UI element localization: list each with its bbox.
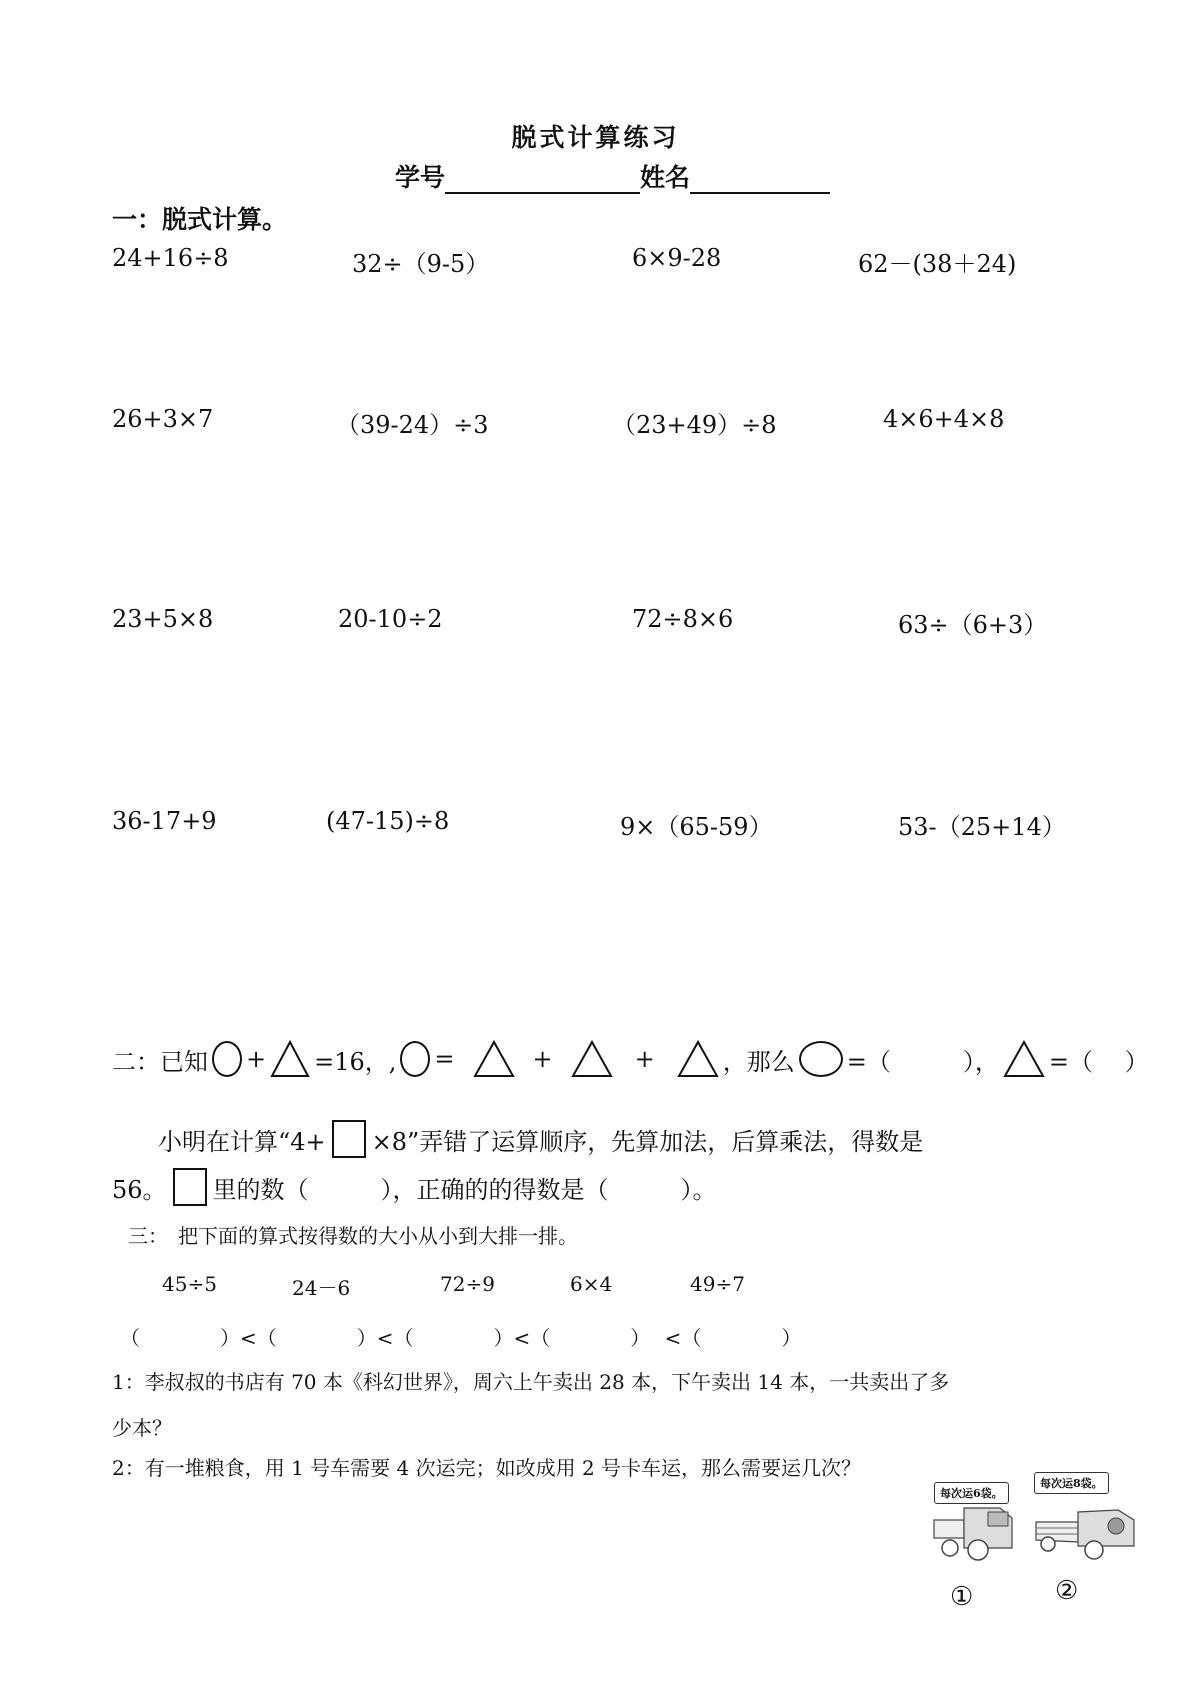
expression: 9×（65-59）	[620, 813, 773, 841]
triangle-icon	[1003, 1040, 1045, 1078]
expression: 23+5×8	[112, 605, 214, 633]
expression: 26+3×7	[112, 405, 214, 433]
expression: 72÷8×6	[632, 605, 734, 633]
then-text: ，那么	[722, 1047, 795, 1076]
equals-sign: =	[434, 1045, 455, 1073]
page-title: 脱式计算练习	[511, 123, 680, 152]
truck-2-bubble: 每次运8袋。	[1034, 1472, 1109, 1494]
sort-expression: 49÷7	[690, 1272, 745, 1296]
square-box-icon	[332, 1120, 366, 1158]
truck-1-bubble: 每次运6袋。	[934, 1482, 1009, 1504]
triangle-icon	[571, 1040, 613, 1078]
problem-2: 2：有一堆粮食，用 1 号车需要 4 次运完；如改成用 2 号卡车运，那么需要运几次？	[112, 1456, 862, 1480]
section3-heading: 三： 把下面的算式按得数的大小从小到大排一排。	[128, 1224, 578, 1248]
plus-sign: +	[532, 1045, 553, 1073]
problem-1-line-2: 少本？	[112, 1416, 172, 1440]
expression: 24+16÷8	[112, 244, 229, 272]
triangle-icon	[677, 1040, 719, 1078]
section1-heading: 一：脱式计算。	[112, 205, 288, 234]
section2-prefix: 二：已知	[112, 1047, 208, 1076]
problem-1-line-1: 1：李叔叔的书店有 70 本《科幻世界》，周六上午卖出 28 本，下午卖出 14 本，一共卖出了多	[112, 1370, 950, 1394]
sort-expression: 6×4	[570, 1272, 613, 1296]
expression: 32÷（9-5）	[352, 250, 490, 278]
student-id-label: 学号	[395, 163, 446, 192]
equals-16: =16，,	[314, 1047, 397, 1076]
triangle-icon	[270, 1040, 310, 1078]
expression: （23+49）÷8	[612, 411, 777, 439]
square-box-icon	[173, 1168, 207, 1206]
expression: 53-（25+14）	[898, 813, 1066, 841]
name-blank[interactable]	[690, 168, 830, 194]
name-label: 姓名	[640, 163, 691, 192]
xiaoming-line-2	[112, 1168, 717, 1206]
expression: 6×9-28	[632, 244, 722, 272]
circle-icon	[799, 1041, 843, 1077]
truck-1-label: ①	[950, 1582, 974, 1612]
xiaoming-answer-blanks[interactable]: 里的数（ ），正确的的得数是（ ）。	[212, 1175, 717, 1204]
expression: (47-15)÷8	[326, 807, 450, 835]
xiaoming-text: ×8”弄错了运算顺序，先算加法，后算乘法，得数是	[371, 1127, 924, 1156]
circle-icon	[400, 1041, 430, 1077]
xiaoming-text: 56。	[112, 1175, 167, 1204]
sort-expression: 24－6	[292, 1276, 351, 1300]
student-id-blank[interactable]	[445, 168, 640, 194]
triangle-icon	[473, 1040, 515, 1078]
expression: 62－(38＋24)	[858, 250, 1017, 278]
xiaoming-text: 小明在计算“4+	[158, 1127, 326, 1156]
plus-sign: +	[246, 1045, 267, 1073]
expression: 20-10÷2	[338, 605, 443, 633]
triangle-answer-blank[interactable]: =（ ）	[1048, 1047, 1149, 1076]
sort-expression: 72÷9	[440, 1272, 495, 1296]
expression: （39-24）÷3	[336, 411, 489, 439]
order-answer-line[interactable]: （ ）<（ ）<（ ）<（ ） <（ ）	[120, 1326, 802, 1350]
plus-sign: +	[634, 1045, 655, 1073]
xiaoming-line-1	[158, 1120, 923, 1158]
sort-expression: 45÷5	[162, 1272, 217, 1296]
expression: 63÷（6+3）	[898, 611, 1048, 639]
truck-1-illustration	[928, 1478, 1028, 1568]
truck-2-label: ②	[1055, 1576, 1079, 1606]
student-info-row	[395, 158, 830, 194]
circle-answer-blank[interactable]: =（ ），	[846, 1047, 999, 1076]
section2-shapes-line	[112, 1040, 1149, 1078]
truck-2-illustration	[1030, 1470, 1145, 1565]
expression: 36-17+9	[112, 807, 217, 835]
circle-icon	[212, 1041, 242, 1077]
expression: 4×6+4×8	[883, 405, 1005, 433]
